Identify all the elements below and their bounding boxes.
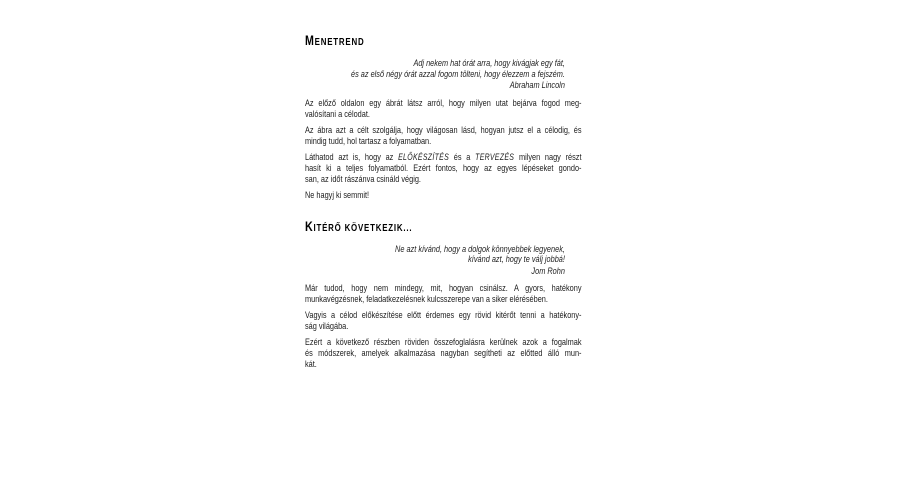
- body-text: Láthatod azt is, hogy az: [305, 151, 399, 162]
- section-title-kitero-kovetkezik: [305, 219, 582, 236]
- heading-rest: ITÉRŐ KÖVETKEZIK...: [313, 222, 413, 234]
- paragraph: [305, 190, 582, 201]
- body-line: san, az időt rászánva csináld végig.: [305, 173, 421, 184]
- body-line: Már tudod, hogy nem mindegy, mit, hogyan csinálsz. A gyors, hatékony: [305, 283, 582, 293]
- heading-rest: ENETREND: [314, 37, 365, 48]
- heading-initial: M: [305, 33, 315, 48]
- body-line: ság világába.: [305, 321, 349, 331]
- body-line: és módszerek, amelyek alkalmazása nagyban segítheti az előtted álló mun-: [305, 348, 582, 358]
- paragraph: [305, 152, 582, 185]
- body-line: munkavégzésnek, feladatkezelésnek kulcsszerepe van a siker elérésében.: [305, 294, 548, 304]
- body-line: Ne hagyj ki semmit!: [305, 189, 370, 200]
- body-text: és a: [449, 151, 476, 162]
- quote-line: Ne azt kívánd, hogy a dolgok könnyebbek legyenek,: [395, 243, 565, 254]
- paragraph: [305, 98, 582, 120]
- quote-line: Adj nekem hat órát arra, hogy kivágjak egy fát,: [413, 58, 565, 68]
- emphasized-term-tervezes: TERVEZÉS: [475, 151, 515, 162]
- paragraph: [305, 125, 582, 147]
- quote-lincoln: [305, 58, 582, 91]
- body-line: Az ábra azt a célt szolgálja, hogy világosan lásd, hogyan jutsz el a célodig, és: [305, 124, 582, 135]
- body-line: hasít ki a teljes folyamatból. Ezért fontos, hogy az egyes lépéseket gondo-: [305, 162, 582, 173]
- heading-initial: K: [305, 218, 314, 234]
- text-column: [305, 33, 582, 375]
- emphasized-term-elokeszites: ELŐKÉSZÍTÉS: [398, 151, 450, 162]
- body-line: mindig tudd, hol tartasz a folyamatban.: [305, 135, 432, 146]
- body-line: kát.: [305, 359, 317, 369]
- quote-line: kívánd azt, hogy te válj jobbá!: [468, 254, 565, 264]
- paragraph: [305, 310, 582, 332]
- quote-line: és az első négy órát azzal fogom tölteni, hogy élezzem a fejszém.: [350, 68, 565, 79]
- quote-rohn: [305, 244, 582, 277]
- body-line: Ezért a következő részben röviden összefoglalásra kerülnek azok a fogalmak: [305, 337, 582, 347]
- paragraph: [305, 283, 582, 305]
- body-line: valósítani a célodat.: [305, 108, 370, 119]
- body-line: Vagyis a célod előkészítése előtt érdemes egy rövid kitérőt tenni a hatékony-: [305, 310, 582, 320]
- paragraph: [305, 337, 582, 370]
- quote-attribution: Abraham Lincoln: [509, 80, 565, 90]
- section-title-menetrend: [305, 33, 582, 50]
- body-line: [305, 152, 582, 163]
- body-text: milyen nagy részt: [514, 151, 582, 162]
- quote-attribution: Jom Rohn: [531, 265, 565, 276]
- body-line: Az előző oldalon egy ábrát látsz arról, hogy milyen utat bejárva fogod meg-: [305, 97, 582, 108]
